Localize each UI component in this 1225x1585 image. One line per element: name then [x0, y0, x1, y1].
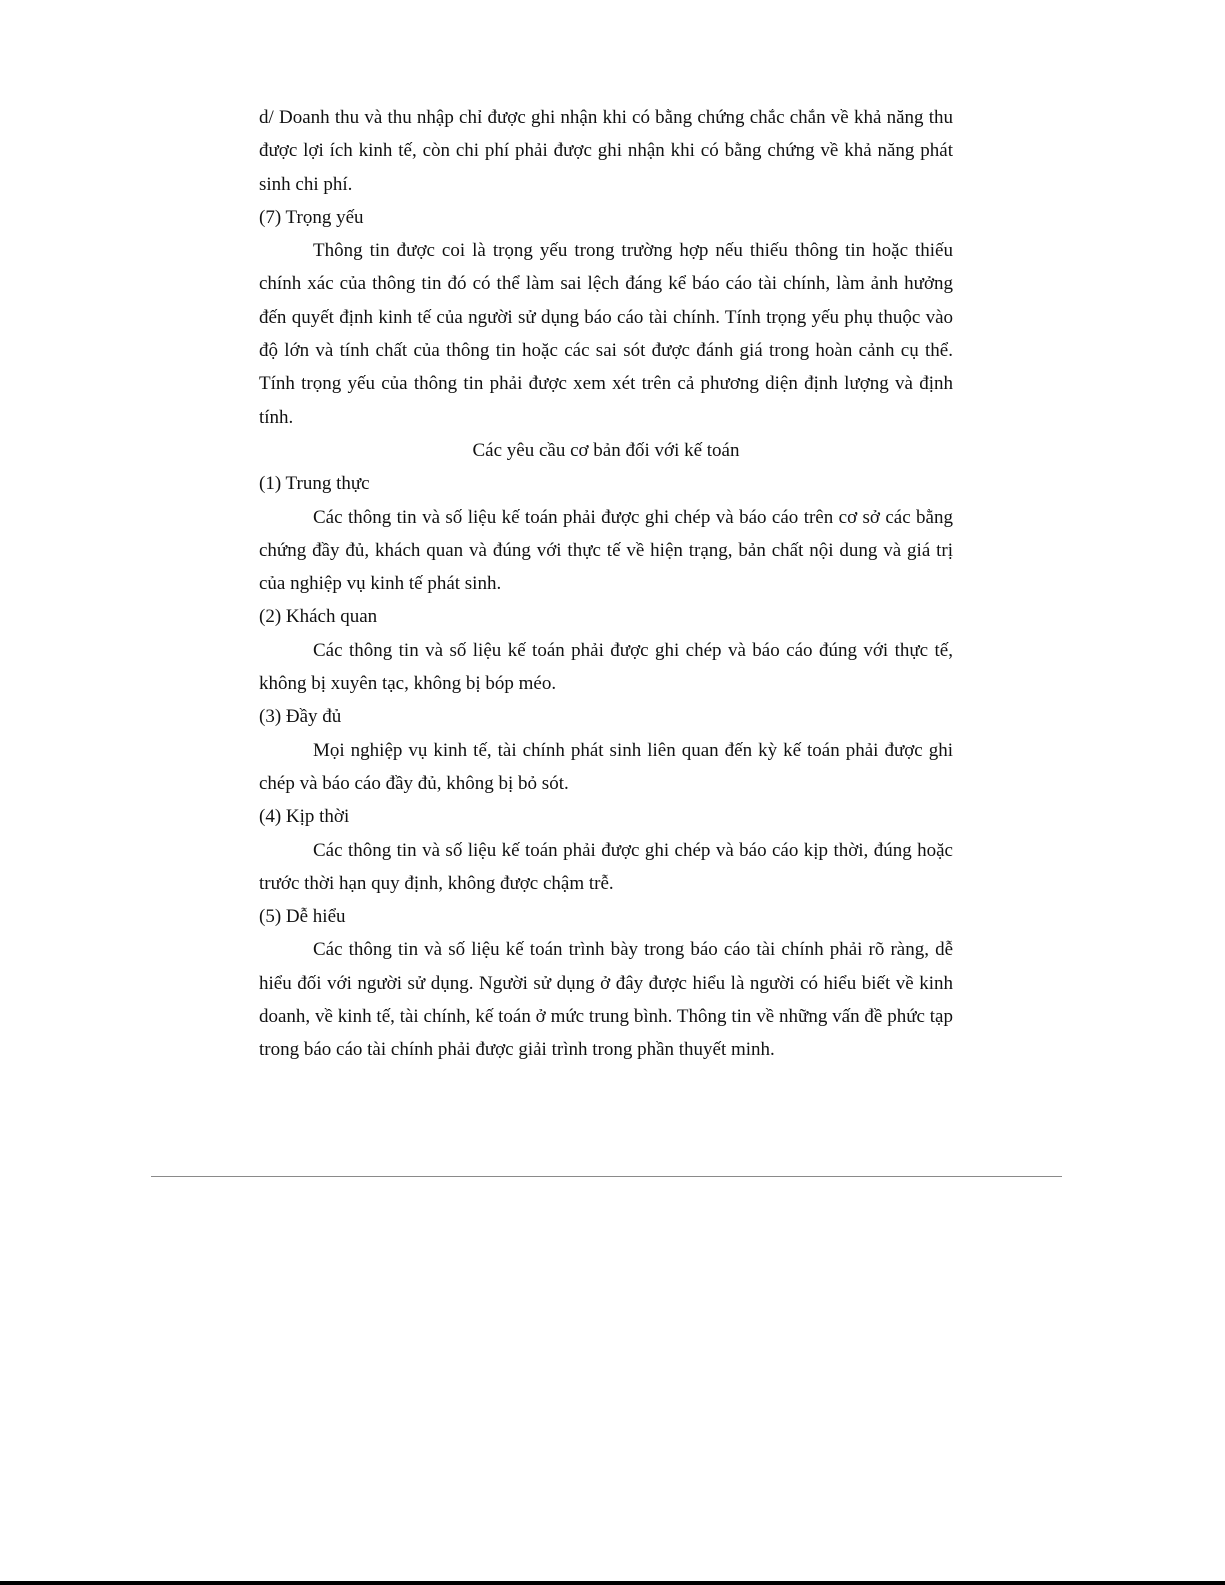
section-title: Các yêu cầu cơ bản đối với kế toán: [472, 439, 740, 461]
paragraph-revenue-recognition: d/ Doanh thu và thu nhập chỉ được ghi nhận khi có bằng chứng chắc chắn về khả năng thu được lợi ích kinh tế, còn chi phí phải được ghi nhận khi có bằng chứng về khả năng phát sinh chi phí.: [259, 107, 953, 195]
paragraph-understandability: Các thông tin và số liệu kế toán trình bày trong báo cáo tài chính phải rõ ràng, dễ hiểu đối với người sử dụng. Người sử dụng ở đây được hiểu là người có hiểu biết về kinh doanh, về kinh tế, tài chính, kế toán ở mức trung bình. Thông tin về những vấn đề phức tạp trong báo cáo tài chính phải được giải trình trong phần thuyết minh.: [259, 939, 953, 1061]
page-divider: [151, 1176, 1062, 1177]
document-body: [259, 101, 953, 1067]
heading-objectivity: (2) Khách quan: [259, 606, 378, 628]
heading-completeness: (3) Đầy đủ: [259, 706, 342, 728]
page-bottom-edge: [0, 1581, 1225, 1585]
heading-honesty: (1) Trung thực: [259, 473, 370, 495]
paragraph-completeness: Mọi nghiệp vụ kinh tế, tài chính phát sinh liên quan đến kỳ kế toán phải được ghi chép và báo cáo đầy đủ, không bị bỏ sót.: [259, 739, 953, 794]
heading-understandability: (5) Dễ hiểu: [259, 906, 346, 928]
paragraph-materiality: Thông tin được coi là trọng yếu trong trường hợp nếu thiếu thông tin hoặc thiếu chính xác của thông tin đó có thể làm sai lệch đáng kể báo cáo tài chính, làm ảnh hưởng đến quyết định kinh tế của người sử dụng báo cáo tài chính. Tính trọng yếu phụ thuộc vào độ lớn và tính chất của thông tin hoặc các sai sót được đánh giá trong hoàn cảnh cụ thể. Tính trọng yếu của thông tin phải được xem xét trên cả phương diện định lượng và định tính.: [259, 240, 953, 428]
paragraph-timeliness: Các thông tin và số liệu kế toán phải được ghi chép và báo cáo kịp thời, đúng hoặc trước thời hạn quy định, không được chậm trễ.: [259, 839, 953, 894]
paragraph-objectivity: Các thông tin và số liệu kế toán phải được ghi chép và báo cáo đúng với thực tế, không bị xuyên tạc, không bị bóp méo.: [259, 639, 953, 695]
paragraph-honesty: Các thông tin và số liệu kế toán phải được ghi chép và báo cáo trên cơ sở các bằng chứng đầy đủ, khách quan và đúng với thực tế về hiện trạng, bản chất nội dung và giá trị của nghiệp vụ kinh tế phát sinh.: [259, 506, 953, 595]
heading-materiality: (7) Trọng yếu: [259, 206, 364, 228]
heading-timeliness: (4) Kịp thời: [259, 806, 350, 828]
